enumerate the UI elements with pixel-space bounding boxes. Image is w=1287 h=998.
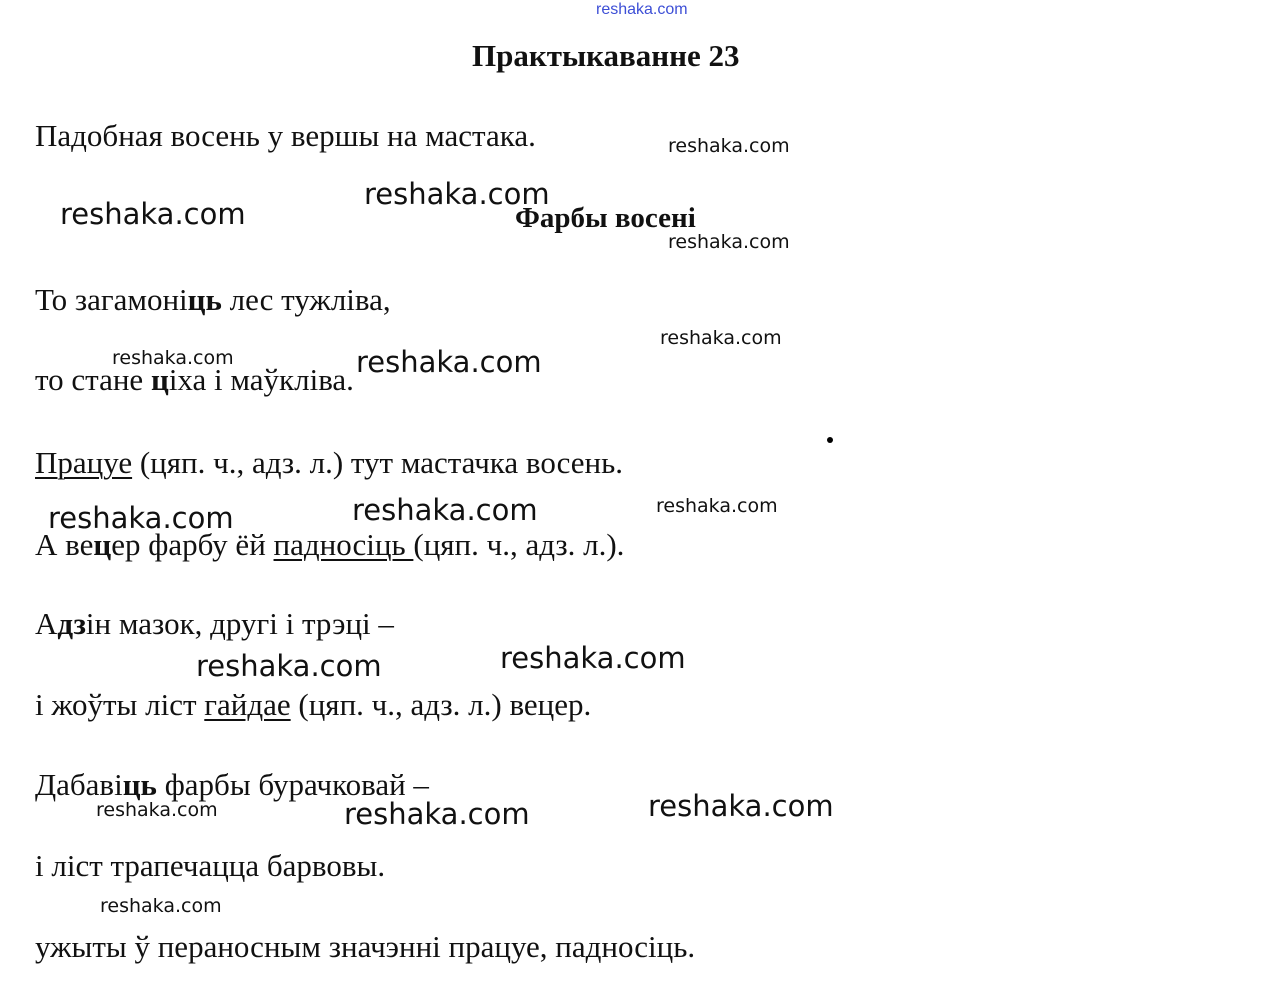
poem-line-5: Адзін мазок, другі і трэці – [35,606,394,641]
poem-line-7: Дабавіць фарбы бурачковай – [35,767,429,802]
underlined-verb: гайдае [204,687,291,722]
poem-line-8: і ліст трапечацца барвовы. [35,848,386,883]
poem-line-2: то стане ціха і маўклiва. [35,362,354,397]
stray-dot [827,437,833,443]
site-link[interactable]: reshaka.com [596,1,688,18]
poem-line-4: А вецер фарбу ёй падносіць (цяп. ч., адз. л.). [35,527,625,562]
watermark: reshaka.com [112,347,234,369]
poem-line-6: і жоўты ліст гайдае (цяп. ч., адз. л.) вецер. [35,687,592,722]
poem-title: Фарбы восені [515,202,696,234]
watermark: reshaka.com [352,493,538,527]
watermark: reshaka.com [100,895,222,917]
watermark: reshaka.com [364,177,550,211]
watermark: reshaka.com [344,797,530,831]
watermark: reshaka.com [96,799,218,821]
underlined-verb: падносіць [273,527,414,562]
poem-line-9: ужыты ў пераносным значэнні працуе, падносіць. [35,929,696,964]
watermark: reshaka.com [668,231,790,253]
watermark: reshaka.com [656,495,778,517]
watermark: reshaka.com [500,641,686,675]
watermark: reshaka.com [48,501,234,535]
watermark: reshaka.com [196,649,382,683]
watermark: reshaka.com [668,135,790,157]
watermark: reshaka.com [60,197,246,231]
intro-text: Падобная восень у вершы на мастака. [35,118,536,153]
watermark: reshaka.com [660,327,782,349]
poem-line-1: То загамоніць лес тужліва, [35,282,391,317]
page-title: Практыкаванне 23 [472,38,740,73]
poem-line-3: Працуе (цяп. ч., адз. л.) тут мастачка восень. [35,445,623,480]
watermark: reshaka.com [356,345,542,379]
underlined-verb: Працуе [35,445,133,480]
watermark: reshaka.com [648,789,834,823]
